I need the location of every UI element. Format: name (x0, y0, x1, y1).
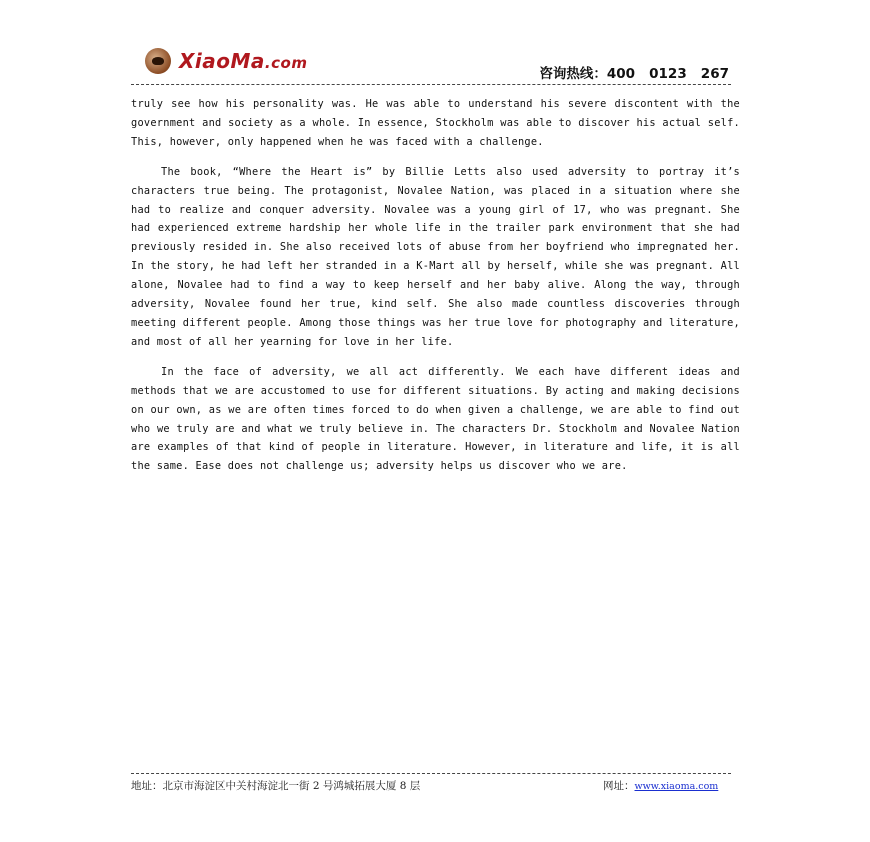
paragraph-2: The book, “Where the Heart is” by Billie Letts also used adversity to portray it’s characters true being. The protagonist, Novalee Nation, was placed in a situation where she had to realize and conquer adversity. Novalee was a young girl of 17, who was pregnant. She had experienced extreme hardship her whole life in the trailer park environment that she had previously resided in. She also received lots of abuse from her boyfriend who impregnated her. In the story, he had left her stranded in a K-Mart all by herself, while she was pregnant. All alone, Novalee had to find a way to keep herself and her baby alive. Along the way, through adversity, Novalee found her true, kind self. She also made countless discoveries through meeting different people. Among those things was her true love for photography and literature, and most of all her yearning for love in her life. (131, 165, 740, 348)
xiaoma-logo (145, 46, 307, 76)
body-text (131, 95, 740, 487)
logo-text-xiao: Xiao (179, 49, 231, 73)
logo-text-ma: Ma (230, 49, 265, 73)
header-divider (131, 84, 731, 85)
footer-address: 地址：北京市海淀区中关村海淀北一街 2 号鸿城拓展大厦 8 层 (131, 780, 421, 792)
logo-wordmark (179, 49, 307, 73)
logo-text-dotcom: .com (264, 54, 308, 72)
paragraph-1: truly see how his personality was. He was able to understand his severe discontent with the government and society as a whole. In essence, Stockholm was able to discover his actual self. This, however, only happened when he was faced with a challenge. (131, 98, 740, 148)
page-header (131, 40, 739, 88)
paragraph-3: In the face of adversity, we all act differently. We each have different ideas and methods that we are accustomed to use for different situations. By acting and making decisions on our own, as we are often times forced to do when given a challenge, we are able to find out who we truly are and what we truly believe in. The characters Dr. Stockholm and Novalee Nation are examples of that kind of people in literature. However, in literature and life, it is all the same. Ease does not challenge us; adversity helps us discover who we are. (131, 365, 740, 473)
website-link[interactable]: www.xiaoma.com (634, 781, 719, 792)
logo-mark-icon (145, 48, 171, 74)
footer-divider (131, 773, 731, 774)
website-label: 网址： (603, 780, 635, 792)
hotline-text: 咨询热线：400 0123 267 (539, 66, 729, 82)
footer-website (603, 778, 718, 793)
